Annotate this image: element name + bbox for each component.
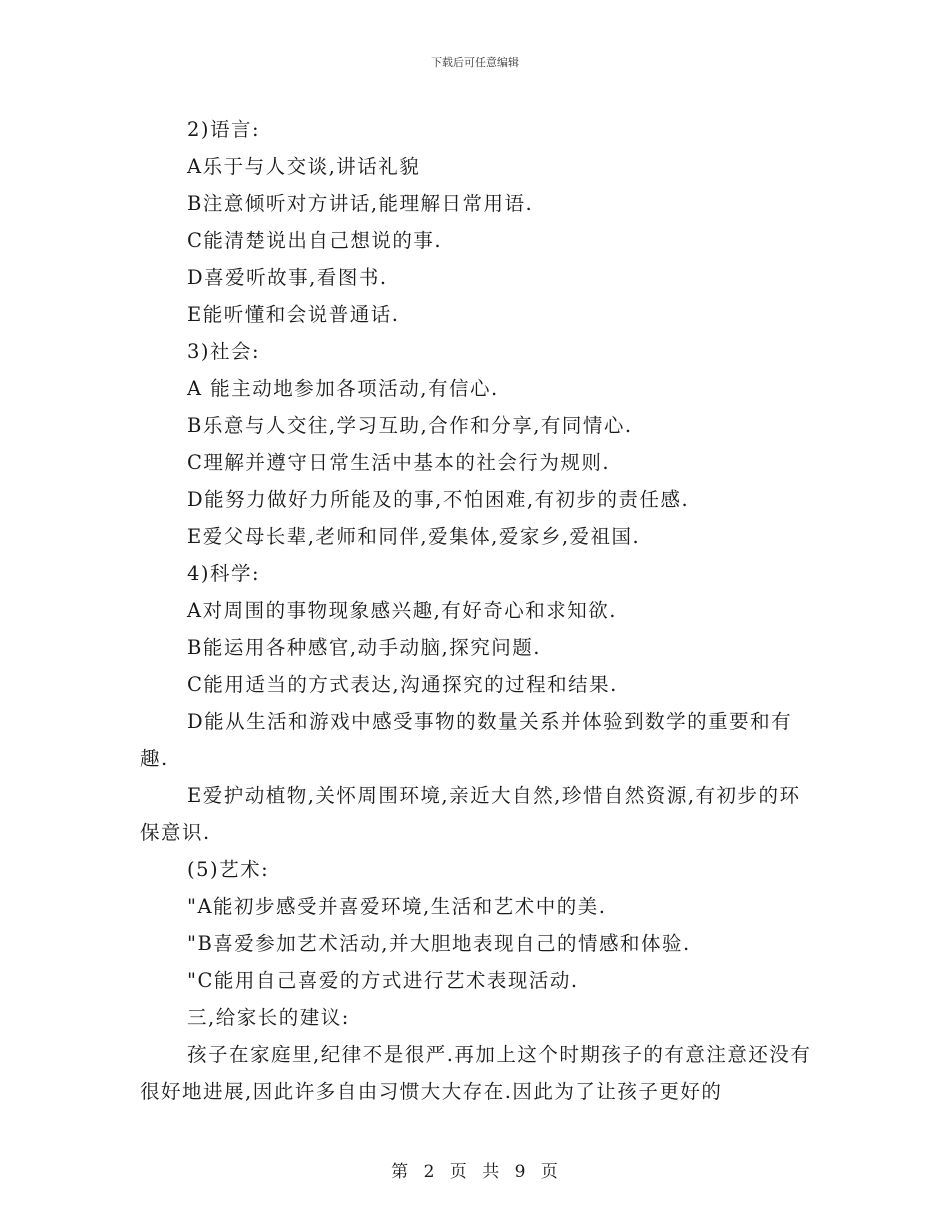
page-header: 下载后可任意编辑 (431, 56, 519, 69)
paragraph: D能努力做好力所能及的事,不怕困难,有初步的责任感. (187, 488, 690, 511)
paragraph: B注意倾听对方讲话,能理解日常用语. (187, 192, 534, 215)
total-label: 共 (482, 1162, 501, 1182)
paragraph: A对周围的事物现象感兴趣,有好奇心和求知欲. (187, 599, 617, 622)
paragraph: "C能用自己喜爱的方式进行艺术表现活动. (187, 969, 579, 992)
paragraph: 孩子在家庭里,纪律不是很严.再加上这个时期孩子的有意注意还没有很好地进展,因此许多自由习惯大大存在.因此为了让孩子更好的 (140, 1043, 812, 1103)
current-page-number: 2 (423, 1162, 436, 1182)
paragraph: C理解并遵守日常生活中基本的社会行为规则. (187, 451, 611, 474)
paragraph: 2)语言: (187, 118, 261, 141)
document-body (140, 111, 812, 1110)
paragraph: C能用适当的方式表达,沟通探究的过程和结果. (187, 673, 618, 696)
paragraph: E能听懂和会说普通话. (187, 303, 400, 326)
page-label-suffix: 页 (540, 1162, 559, 1182)
paragraph: A 能主动地参加各项活动,有信心. (187, 377, 499, 400)
paragraph: E爱父母长辈,老师和同伴,爱集体,爱家乡,爱祖国. (187, 525, 641, 548)
page-footer (0, 1157, 950, 1182)
paragraph: D能从生活和游戏中感受事物的数量关系并体验到数学的重要和有趣. (140, 710, 793, 770)
paragraph: 3)社会: (187, 340, 261, 363)
paragraph: 三,给家长的建议: (187, 1006, 350, 1029)
paragraph: 4)科学: (187, 562, 261, 585)
paragraph: B能运用各种感官,动手动脑,探究问题. (187, 636, 541, 659)
paragraph: "A能初步感受并喜爱环境,生活和艺术中的美. (187, 895, 607, 918)
total-pages-number: 9 (514, 1162, 527, 1182)
paragraph: B乐意与人交往,学习互助,合作和分享,有同情心. (187, 414, 633, 437)
paragraph: E爱护动植物,关怀周围环境,亲近大自然,珍惜自然资源,有初步的环保意识. (140, 784, 801, 844)
page-label-mid: 页 (449, 1162, 468, 1182)
paragraph: C能清楚说出自己想说的事. (187, 229, 443, 252)
paragraph: (5)艺术: (187, 858, 270, 881)
paragraph: A乐于与人交谈,讲话礼貌 (187, 155, 421, 178)
paragraph: "B喜爱参加艺术活动,并大胆地表现自己的情感和体验. (187, 932, 691, 955)
paragraph: D喜爱听故事,看图书. (187, 266, 388, 289)
page-label-prefix: 第 (391, 1162, 410, 1182)
